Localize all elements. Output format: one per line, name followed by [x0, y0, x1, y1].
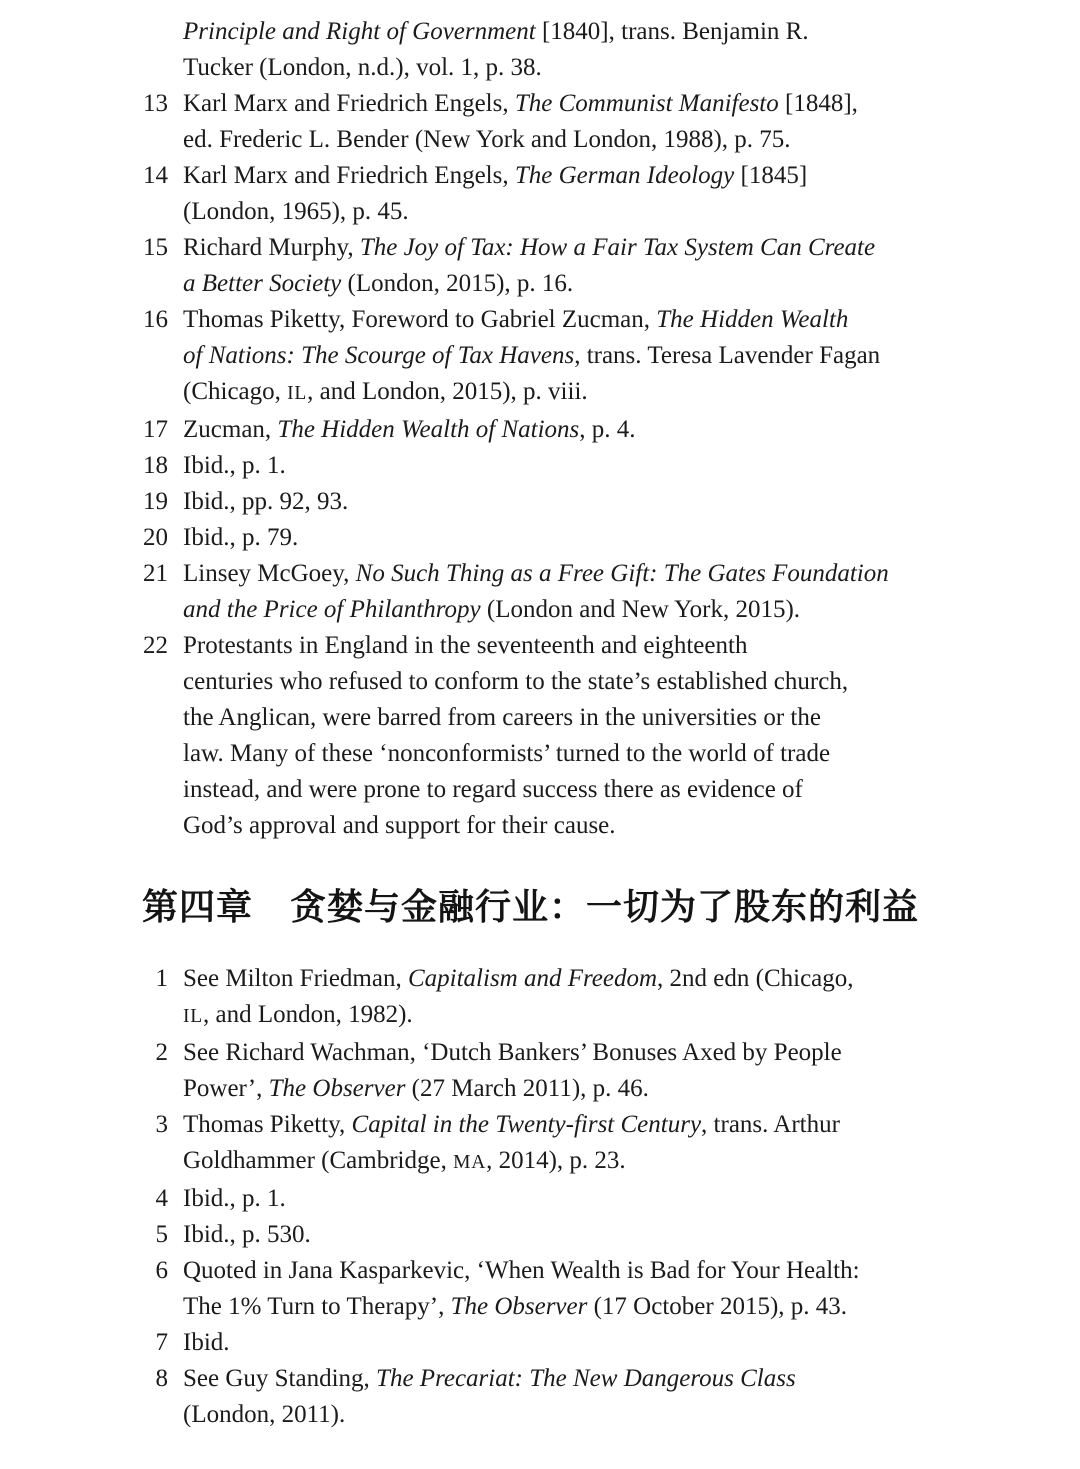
note-text: [183, 1325, 1060, 1361]
note-text-run: centuries who refused to conform to the state’s established church,: [183, 668, 849, 695]
note-title-run: The Observer: [268, 1075, 406, 1102]
note-text: [183, 520, 1060, 556]
note-text-run: IL: [287, 383, 308, 404]
note-text-run: Goldhammer (Cambridge,: [183, 1147, 454, 1174]
note-title-run: Capital in the Twenty-first Century: [351, 1111, 702, 1138]
note-text: [183, 1107, 1060, 1181]
note-item: [128, 1217, 1060, 1253]
note-number: 14: [143, 162, 168, 189]
note-text-run: Ibid., p. 79.: [183, 524, 299, 551]
note-text-run: [1848],: [778, 90, 858, 117]
note-text: [183, 1035, 1060, 1107]
note-number: 4: [155, 1185, 168, 1212]
note-text-run: instead, and were prone to regard success there as evidence of: [183, 776, 803, 803]
note-text-run: Ibid., p. 1.: [183, 452, 286, 479]
note-item: [128, 1361, 1060, 1433]
note-item: [128, 1253, 1060, 1325]
note-text: [183, 412, 1060, 448]
note-text: [183, 302, 1060, 412]
note-title-run: Capitalism and Freedom: [407, 965, 658, 992]
note-item: [128, 1035, 1060, 1107]
note-text-run: Karl Marx and Friedrich Engels,: [183, 90, 515, 117]
note-text-run: See Milton Friedman,: [183, 965, 408, 992]
note-text-run: (27 March 2011), p. 46.: [405, 1075, 649, 1102]
note-text: [183, 158, 1060, 230]
note-number: 19: [143, 488, 168, 515]
note-text-run: MA: [453, 1152, 487, 1173]
note-item: [128, 628, 1060, 844]
note-number: 17: [143, 416, 168, 443]
note-text-run: , and London, 2015), p. viii.: [307, 378, 588, 405]
note-text-run: Tucker (London, n.d.), vol. 1, p. 38.: [183, 54, 542, 81]
note-text-run: IL: [183, 1006, 203, 1027]
note-text-run: Ibid., p. 1.: [183, 1185, 286, 1212]
note-number: [128, 14, 183, 86]
note-item: [128, 556, 1060, 628]
note-item: [128, 961, 1060, 1035]
note-number: 22: [143, 632, 168, 659]
note-text-run: Protestants in England in the seventeenth and eighteenth: [183, 632, 748, 659]
note-text-run: Karl Marx and Friedrich Engels,: [183, 162, 515, 189]
note-text-run: The 1% Turn to Therapy’,: [183, 1293, 451, 1320]
note-title-run: No Such Thing as a Free Gift: The Gates Foundation: [355, 560, 889, 587]
note-number: 18: [143, 452, 168, 479]
note-text-run: Ibid., p. 530.: [183, 1221, 311, 1248]
note-text-run: , and London, 1982).: [202, 1001, 413, 1028]
note-text-run: Zucman,: [183, 416, 278, 443]
note-number: 3: [155, 1111, 168, 1138]
note-text-run: Thomas Piketty, Foreword to Gabriel Zucman,: [183, 306, 657, 333]
note-title-run: The Communist Manifesto: [514, 90, 779, 117]
note-text-run: (Chicago,: [183, 378, 288, 405]
note-text-run: Ibid., pp. 92, 93.: [183, 488, 349, 515]
note-title-run: a Better Society: [183, 270, 342, 297]
note-item: [128, 1181, 1060, 1217]
note-number: 16: [143, 306, 168, 333]
note-title-run: The Hidden Wealth: [656, 306, 849, 333]
chapter-heading: 第四章 贪婪与金融行业：一切为了股东的利益: [142, 887, 920, 927]
note-text-run: Ibid.: [183, 1329, 230, 1356]
note-text: [183, 14, 1060, 86]
note-text-run: God’s approval and support for their cause.: [183, 812, 616, 839]
notes-list-chapter-4: [128, 961, 1060, 1433]
note-text: [183, 448, 1060, 484]
note-item: [128, 412, 1060, 448]
note-text-run: [1840], trans. Benjamin R.: [535, 18, 809, 45]
note-text-run: (17 October 2015), p. 43.: [587, 1293, 848, 1320]
note-text-run: law. Many of these ‘nonconformists’ turned to the world of trade: [183, 740, 831, 767]
note-text-run: Thomas Piketty,: [183, 1111, 352, 1138]
note-text-run: Quoted in Jana Kasparkevic, ‘When Wealth is Bad for Your Health:: [183, 1257, 860, 1284]
note-text: [183, 1361, 1060, 1433]
note-text: [183, 1217, 1060, 1253]
note-title-run: The Hidden Wealth of Nations: [277, 416, 580, 443]
note-number: 21: [143, 560, 168, 587]
notes-section-previous-chapter: [128, 14, 1060, 844]
note-text-run: (London and New York, 2015).: [480, 596, 801, 623]
note-text-run: See Guy Standing,: [183, 1365, 377, 1392]
note-item: [128, 484, 1060, 520]
note-text: [183, 86, 1060, 158]
note-text-run: , trans. Arthur: [701, 1111, 840, 1138]
note-title-run: of Nations: The Scourge of Tax Havens: [183, 342, 575, 369]
notes-list-previous-chapter: [128, 14, 1060, 844]
note-text-run: ed. Frederic L. Bender (New York and London, 1988), p. 75.: [183, 126, 791, 153]
note-number: 5: [155, 1221, 168, 1248]
note-number: 2: [155, 1039, 168, 1066]
note-number: 8: [155, 1365, 168, 1392]
note-text: [183, 961, 1060, 1035]
note-text: [183, 1253, 1060, 1325]
note-text-run: (London, 1965), p. 45.: [183, 198, 409, 225]
note-title-run: The Joy of Tax: How a Fair Tax System Can Create: [359, 234, 876, 261]
note-item: [128, 230, 1060, 302]
note-text-run: Power’,: [183, 1075, 269, 1102]
note-title-run: and the Price of Philanthropy: [183, 596, 481, 623]
note-number: 7: [155, 1329, 168, 1356]
note-number: 1: [155, 965, 168, 992]
note-text-run: (London, 2015), p. 16.: [341, 270, 574, 297]
note-item: [128, 520, 1060, 556]
note-item: [128, 302, 1060, 412]
note-text-run: Richard Murphy,: [183, 234, 360, 261]
note-text-run: , p. 4.: [579, 416, 636, 443]
note-number: 13: [143, 90, 168, 117]
note-text-run: Linsey McGoey,: [183, 560, 356, 587]
note-item: [128, 1107, 1060, 1181]
note-item: [128, 86, 1060, 158]
note-number: 20: [143, 524, 168, 551]
note-text: [183, 484, 1060, 520]
note-text-run: (London, 2011).: [183, 1401, 346, 1428]
note-title-run: Principle and Right of Government: [183, 18, 536, 45]
note-text-run: , trans. Teresa Lavender Fagan: [574, 342, 881, 369]
note-number: 15: [143, 234, 168, 261]
note-title-run: The Precariat: The New Dangerous Class: [376, 1365, 796, 1392]
note-title-run: The Observer: [450, 1293, 588, 1320]
note-text-run: , 2014), p. 23.: [486, 1147, 626, 1174]
note-text-run: , 2nd edn (Chicago,: [657, 965, 854, 992]
note-item: [128, 1325, 1060, 1361]
note-item: [128, 448, 1060, 484]
note-number: 6: [155, 1257, 168, 1284]
note-title-run: The German Ideology: [514, 162, 735, 189]
note-text-run: [1845]: [734, 162, 808, 189]
note-text: [183, 230, 1060, 302]
notes-section-chapter-4: [128, 961, 1060, 1433]
note-text: [183, 556, 1060, 628]
note-text-run: the Anglican, were barred from careers in the universities or the: [183, 704, 821, 731]
note-item: [128, 14, 1060, 86]
note-text-run: See Richard Wachman, ‘Dutch Bankers’ Bonuses Axed by People: [183, 1039, 842, 1066]
note-text: [183, 1181, 1060, 1217]
note-text: [183, 628, 1060, 844]
note-item: [128, 158, 1060, 230]
